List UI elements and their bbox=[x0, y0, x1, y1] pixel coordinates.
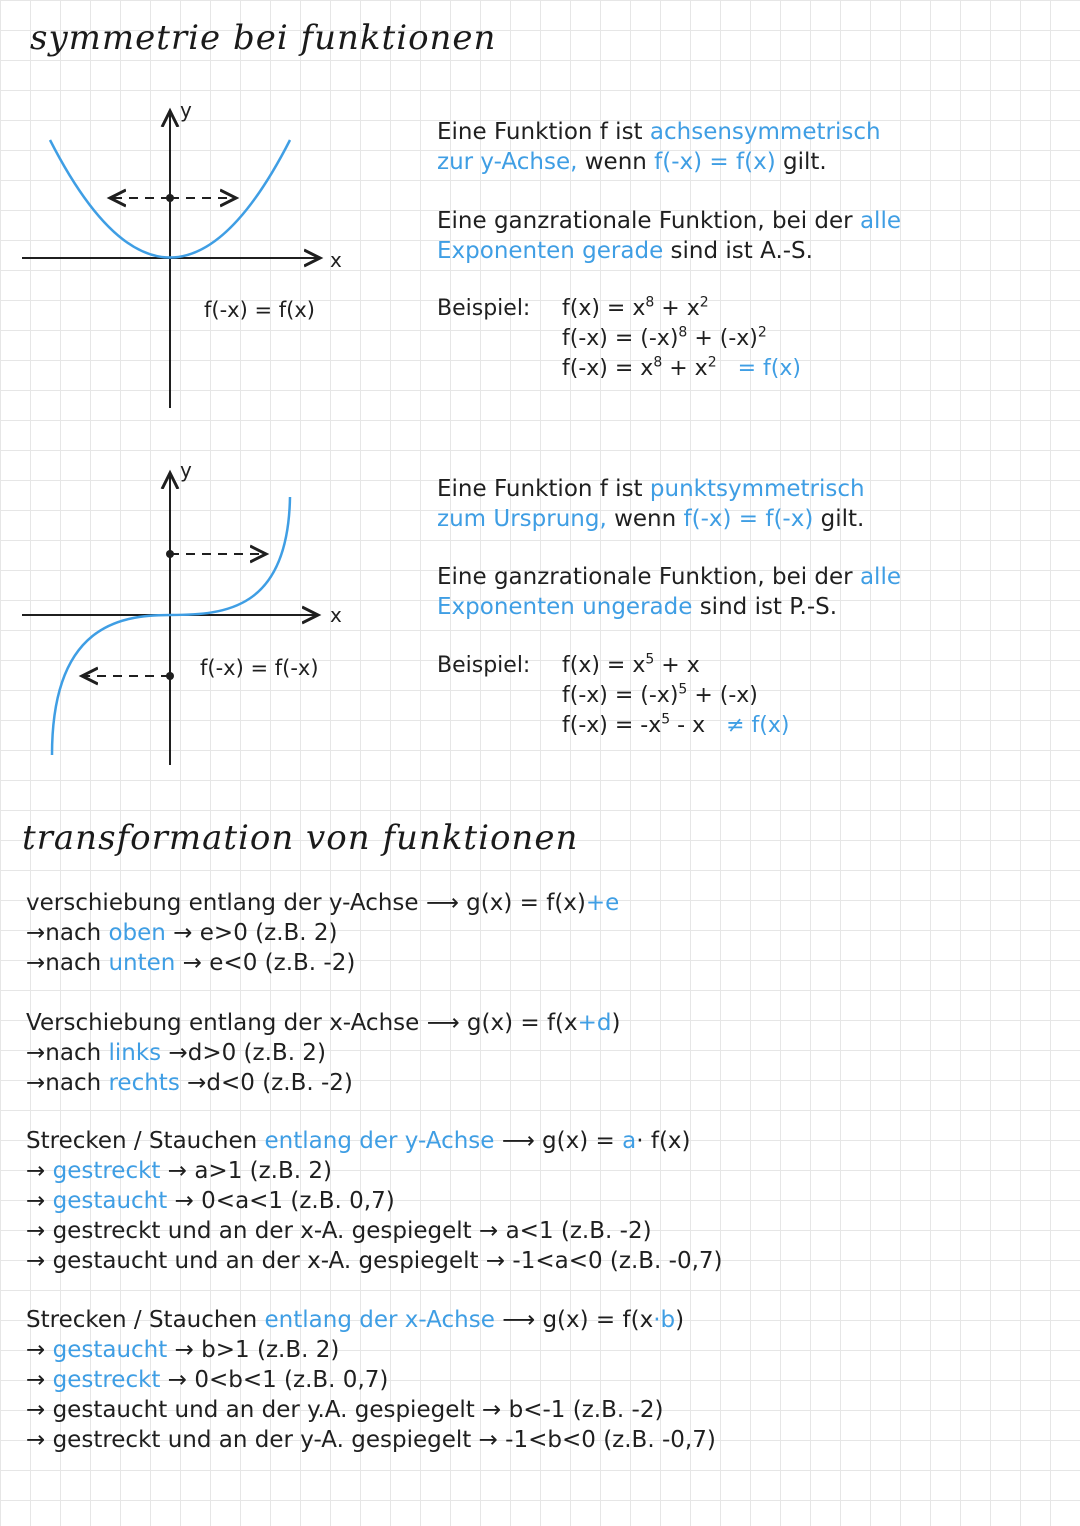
axis-example-label: Beispiel: bbox=[437, 296, 531, 321]
point-example-line-2: $f(-x) = (-x)^5 + (-x)$ bbox=[562, 681, 758, 708]
point-symmetry-rule: Eine ganzrationale Funktion, bei der alle Exponenten ungerade sind ist P.-S. bbox=[437, 564, 901, 620]
y-shift-block: verschiebung entlang der y-Achse ⟶ g(x) = f(x)+e →nach oben → e>0 (z.B. 2) →nach unten → e<0 (z.B. -2) bbox=[26, 890, 620, 976]
x-stretch-block: Strecken / Stauchen entlang der x-Achse ⟶ g(x) = f(x·b) → gestaucht → b>1 (z.B. 2) → gestreckt → 0<b<1 (z.B. 0,7) → gestaucht und an der y.A. gespiegelt → b<-1 (z.B. -2) → gestreckt und an der y-A. gespiegelt → -1<b<0 (z.B. -0,7) bbox=[26, 1307, 716, 1453]
point-example-line-1: $f(x) = x^5 + x$ bbox=[562, 651, 700, 678]
x-axis-label: x bbox=[330, 248, 342, 272]
point-example-label: Beispiel: bbox=[437, 653, 531, 678]
point-symmetry-definition: Eine Funktion f ist punktsymmetrisch zum Ursprung, wenn f(-x) = f(-x) gilt. bbox=[437, 476, 865, 532]
x-shift-block: Verschiebung entlang der x-Achse ⟶ g(x) = f(x+d) →nach links →d>0 (z.B. 2) →nach rechts →d<0 (z.B. -2) bbox=[26, 1010, 621, 1096]
point-example-line-3: $f(-x) = -x^5 - x \ne f(x)$ bbox=[562, 711, 790, 738]
y-axis-label: y bbox=[180, 98, 192, 122]
y-axis-label: y bbox=[180, 458, 192, 482]
axis-example-line-3: $f(-x) = x^8 + x^2 = f(x)$ bbox=[562, 354, 801, 381]
graph-label-axis: f(-x) = f(x) bbox=[204, 298, 315, 322]
section-title-symmetry: symmetrie bei funktionen bbox=[30, 18, 497, 58]
graph-label-point: f(-x) = f(-x) bbox=[200, 656, 319, 680]
y-stretch-block: Strecken / Stauchen entlang der y-Achse ⟶ g(x) = a· f(x) → gestreckt → a>1 (z.B. 2) → gestaucht → 0<a<1 (z.B. 0,7) → gestreckt und an der x-A. gespiegelt → a<1 (z.B. -2) → gestaucht und an der x-A. gespiegelt → -1<a<0 (z.B. -0,7) bbox=[26, 1128, 723, 1274]
x-axis-label: x bbox=[330, 603, 342, 627]
section-title-transformation: transformation von funktionen bbox=[22, 818, 579, 858]
axis-symmetry-rule: Eine ganzrationale Funktion, bei der alle Exponenten gerade sind ist A.-S. bbox=[437, 208, 901, 264]
axis-symmetry-definition: Eine Funktion f ist achsensymmetrisch zur y-Achse, wenn f(-x) = f(x) gilt. bbox=[437, 119, 881, 175]
axis-example-line-2: $f(-x) = (-x)^8 + (-x)^2$ bbox=[562, 324, 767, 351]
axis-example-line-1: $f(x) = x^8 + x^2$ bbox=[562, 294, 709, 321]
